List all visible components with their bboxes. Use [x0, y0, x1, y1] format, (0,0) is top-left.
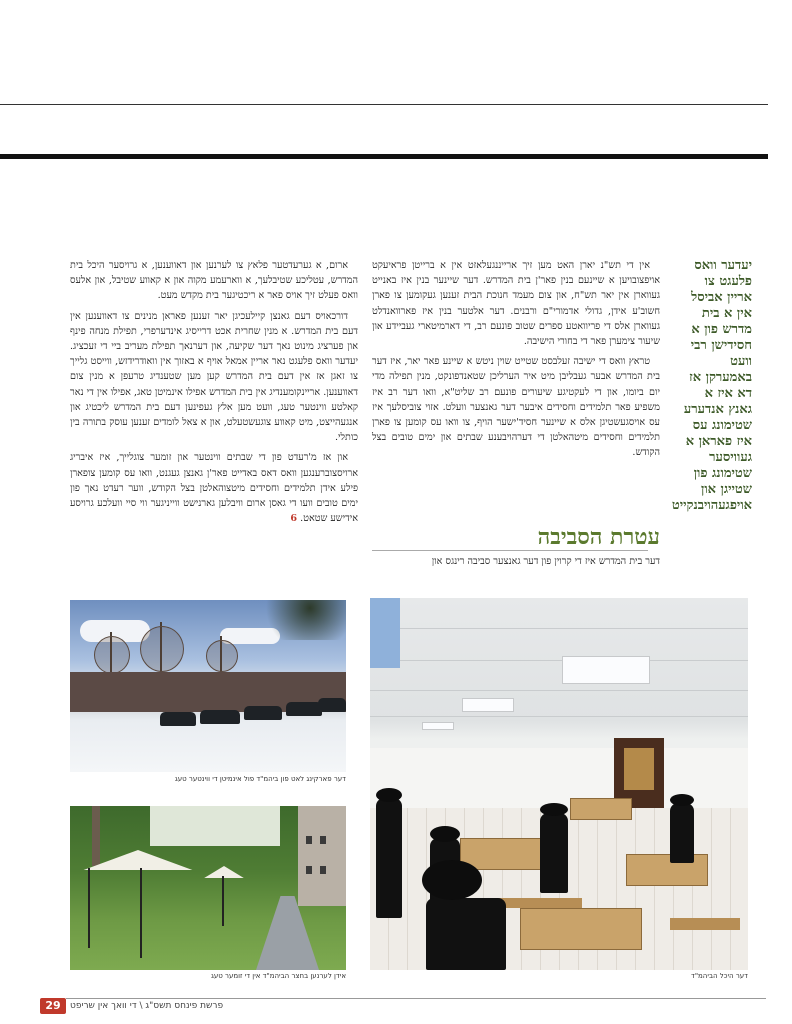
end-mark: 6 — [290, 513, 298, 525]
article-column-right — [372, 258, 660, 482]
paragraph: ארום, א גערעדטער פלאץ צו לערנען און דאווענען, א גרויסער היכל בית המדרש, עטליכע שטיבלעך, א ווארעמע מקוה און א קאווע שטיבל, און אלעס וואס פעלט זיך אויס פאר א ריכטיגער בית מקדש מעט. — [70, 260, 358, 302]
top-rule — [0, 104, 768, 105]
garden-caption: אידן לערנען בחצר הביהמ"ד אין די זומער טעג — [211, 972, 346, 980]
parking-lot-photo — [70, 600, 346, 772]
paragraph — [70, 450, 358, 526]
parking-caption: דער פארקינג לאט פון ביהמ"ד פול אינמיטן די ווינטער טעג — [174, 775, 346, 783]
article-column-left — [70, 258, 358, 576]
header-bar — [0, 154, 768, 159]
garden-photo — [70, 806, 346, 970]
paragraph-text: און אז מ'רעדט פון די שבתים ווינטער און זומער צוגלייך, איז איבריג ארויסצוברענגען וואס דאס באדייט פאר'ן גאנצן געגנט, וואו עס קומען צופארן פילע אידן תלמידים וחסידים מיטצוהאלטן בצל הקודש, ווער רעדט נאך פון ימים טובים וועו די גאסן ארום וויבלען גארנישט ווייניגער ווי סיי וועלכע גרויסע אידישע שטאט. — [70, 452, 358, 525]
footer-running-title: פרשת פינחס תשס"ג \ די וואך אין שריפט — [70, 1001, 224, 1011]
page-number: 29 — [40, 998, 66, 1014]
pull-quote: יעדער וואס פלעגט צו אריין אביסל אין א בית מדרש פון א חסידישן רבי וועט באמערקן אז דא איז א גאנץ אנדערע שטימונג עס איז פאראן א געוויסער שטימונג פון שטייגן און אויפגעהויבנקייט — [671, 258, 752, 513]
heading-rule — [372, 550, 648, 551]
footer-rule — [66, 998, 766, 999]
hall-caption: דער היכל הביהמ"ד — [691, 972, 748, 980]
paragraph: טראץ וואס די ישיבה זעלבסט שטייט שוין ניטש א שיינע פאר יאר, איז דער בית המדרש אבער געבליבן מיט איר הערליכן שטאנדפונקט, מנין תפילה מדי יום ביומו, און די לעקטיגע שיעורים פונעם רב שליט"א, וואו דער רב איז משפיע פאר תלמידים וחסידים איבער דער גאנצער וועלט. אזוי צוביסלעך איז עס אויסגעשטיגן אלס א שיינער חסיד'ישער הויף, צו וואו עס קומען צו פארן תלמידים וחסידים מיטהאלטן די דערהויבענע שבתים און ימים טובים בצל הקודש. — [372, 356, 660, 459]
paragraph: אין די תש"נ יארן האט מען זיך ארייננגעלאזט אין א ברייטן פראיעקט אויפצובויען א שיינעם בנין פאר'ן בית המדרש. דער שיינער בנין איז באנייט געווארן אין יאר תש"ח, און צום מעמד חנוכת הבית זענען געקומען צו פארן חשוב'ע אידן, גדולי אדמורי"ם ורבנים. דער אלטער בנין איז פארוואנדלט געווארן אלס די פריוואטע ספרים שטוב פונעם רב, די דארמיטארי געביידע און שיעור צימערן פאר די בחורי הישיבה. — [372, 260, 660, 348]
paragraph: דורכאויס דעם גאנצן קיילעכיגן יאר זענען פאראן מנינים צו דאווענען אין דעם בית המדרש. א מנין שחרית אכט דרייסיג אינדערפרי, תפילת מנחה פינף און פערציג מינוט נאך דער שקיעה, און דערנאך תפילת מעריב ביי די זעכציג. יעדער וואס פלעגט נאר אריין אמאל אויף א באזוך אין וואודרידזש, ווייסט גלייך צו זאגן אז אין דעם בית המדרש קען מען שטענדיג טרעפן א מנין צום דאווענען. אריינקומענדיג אין בית המדרש אפילו אינמיטן טאג, אפילו אין די נאר קאלטע ווינטער טעג, וועט מען אלץ געפינען דעם בית המדרש ליכטיג און אנגעהייצט, מיט קאווע צוגעשטעלט, און א צאל לומדים זענען עוסק בתורה בין כותלי. — [70, 310, 358, 444]
beis-midrash-photo — [370, 598, 748, 970]
section-heading: עטרת הסביבה — [537, 524, 660, 550]
section-lead: דער בית המדרש איז די קרוין פון דער גאנצער סביבה רינגס און — [431, 556, 660, 567]
